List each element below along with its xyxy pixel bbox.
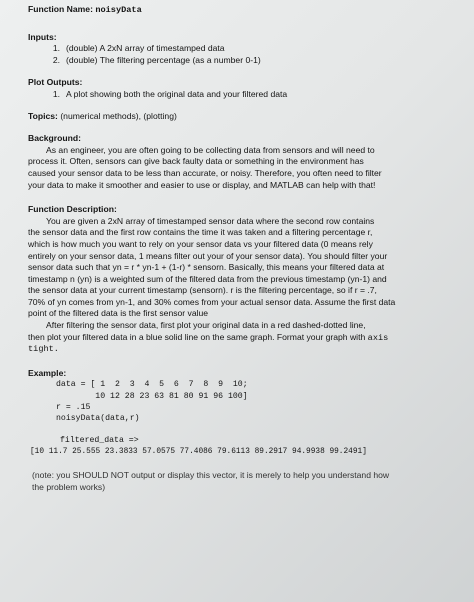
plot-outputs-heading: Plot Outputs: <box>28 77 83 88</box>
list-item <box>46 43 464 55</box>
list-text: A plot showing both the original data and your filtered data <box>66 88 288 99</box>
text-line: which is how much you want to rely on your sensor data vs your filtered data (0 means rely <box>28 238 373 249</box>
text-line: entirely on your sensor data, 1 means filter out your of your sensor data). You should filter your <box>28 250 388 261</box>
list-number: 1. <box>52 88 60 99</box>
text-segment: then plot your filtered data in a blue solid line on the same graph. Format your graph with <box>28 331 366 342</box>
function-name-line <box>28 4 464 17</box>
inputs-list <box>28 43 464 66</box>
background-paragraph <box>28 145 464 191</box>
code-line <box>56 424 464 435</box>
text-line: 70% of yn comes from yn-1, and 30% comes from your actual sensor data. Assume the first data <box>28 296 396 307</box>
text-line: your data to make it smoother and easier to use or display, and MATLAB can help with that! <box>28 179 376 190</box>
list-number: 2. <box>52 54 60 65</box>
example-code <box>28 379 464 446</box>
example-heading: Example: <box>28 367 67 378</box>
text-line: You are given a 2xN array of timestamped sensor data where the second row contains <box>46 215 375 226</box>
code-line: noisyData(data,r) <box>56 414 140 424</box>
example-note <box>28 470 464 493</box>
code-line: filtered_data => <box>60 436 139 446</box>
list-item <box>46 55 464 67</box>
filtered-data-vector: [10 11.7 25.555 23.3833 57.0575 77.4086 79.6113 89.2917 94.9938 99.2491] <box>30 447 367 456</box>
list-number: 1. <box>52 43 60 54</box>
text-line: point of the filtered data is the first sensor value <box>28 308 209 319</box>
code-line: 10 12 28 23 63 81 80 91 96 100] <box>56 391 248 401</box>
text-line: As an engineer, you are often going to be collecting data from sensors and will need to <box>46 144 375 155</box>
text-line <box>28 332 464 345</box>
text-line: timestamp n (yn) is a weighted sum of the filtered data from the previous timestamp (yn-1) and <box>28 273 387 284</box>
function-name-label: Function Name: <box>28 4 93 14</box>
inputs-heading: Inputs: <box>28 31 57 42</box>
text-line: the sensor data at your current timestamp (sensorn). r is the filtering percentage, so if r = .7, <box>28 285 377 296</box>
topics-label: Topics: <box>28 110 58 121</box>
code-line: data = [ 1 2 3 4 5 6 7 8 9 10; <box>56 380 248 390</box>
list-item <box>46 89 464 101</box>
description-paragraph <box>28 216 464 356</box>
text-line: the sensor data and the first row contains the time it was taken and a filtering percentage r, <box>28 227 373 238</box>
list-text: (double) A 2xN array of timestamped data <box>66 43 225 54</box>
text-line: process it. Often, sensors can give back faulty data or something in the environment has <box>28 156 364 167</box>
text-line: (note: you SHOULD NOT output or display this vector, it is merely to help you understand how <box>32 470 390 481</box>
background-heading: Background: <box>28 133 81 144</box>
code-line: r = .15 <box>56 402 91 412</box>
plot-outputs-list <box>28 89 464 101</box>
text-line: sensor data such that yn = r * yn-1 + (1-r) * sensorn. Basically, this means your filtered data at <box>28 262 385 273</box>
code-segment: tight. <box>28 344 59 355</box>
text-line: After filtering the sensor data, first plot your original data in a red dashed-dotted line, <box>46 320 366 331</box>
topics-value: (numerical methods), (plotting) <box>60 110 177 121</box>
text-line: caused your sensor data to be less than accurate, or noisy. Therefore, you often need to filter <box>28 167 382 178</box>
function-name-value: noisyData <box>95 5 142 15</box>
code-segment: axis <box>367 332 389 343</box>
text-line: the problem works) <box>32 481 106 492</box>
topics-line <box>28 111 464 123</box>
description-heading: Function Description: <box>28 204 117 215</box>
list-text: (double) The filtering percentage (as a number 0-1) <box>66 54 261 65</box>
